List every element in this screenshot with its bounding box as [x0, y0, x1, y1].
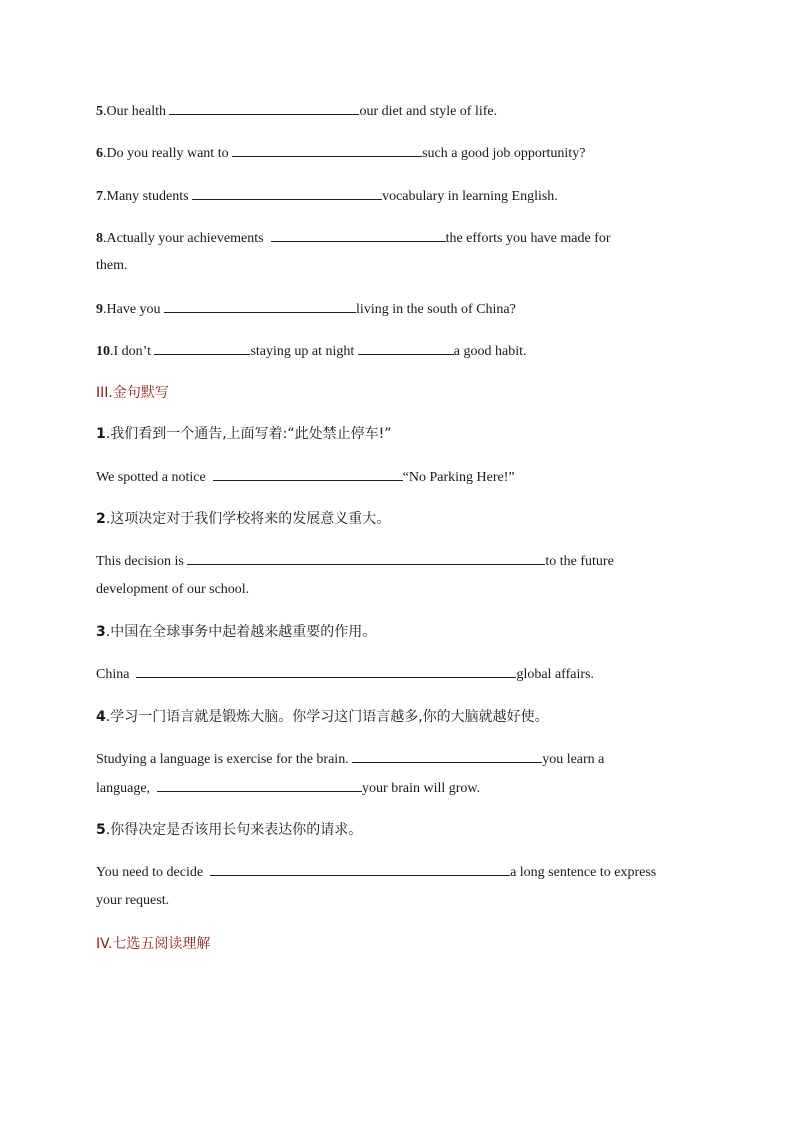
answer-blank[interactable]: [164, 300, 356, 313]
answer-blank[interactable]: [352, 750, 542, 763]
sentence-4-continuation: language, your brain will grow.: [96, 781, 481, 796]
fill-item-8: 8.Actually your achievements the efforts you have made for: [96, 231, 611, 246]
section-heading-iv: IV.七选五阅读理解: [96, 936, 211, 952]
answer-blank[interactable]: [169, 102, 359, 115]
answer-blank[interactable]: [136, 665, 516, 678]
fill-item-8-continuation: them.: [96, 258, 128, 273]
answer-blank[interactable]: [213, 468, 403, 481]
sentence-2-continuation: development of our school.: [96, 582, 250, 597]
sentence-5-english: You need to decide a long sentence to express: [96, 865, 657, 880]
sentence-5-chinese: 5.你得决定是否该用长句来表达你的请求。: [96, 822, 363, 838]
sentence-1-chinese: 1.我们看到一个通告,上面写着:“此处禁止停车!”: [96, 426, 392, 442]
answer-blank[interactable]: [157, 779, 362, 792]
fill-item-9: 9.Have you living in the south of China?: [96, 302, 516, 317]
answer-blank[interactable]: [232, 144, 422, 157]
answer-blank[interactable]: [271, 229, 446, 242]
fill-item-6: 6.Do you really want to such a good job opportunity?: [96, 146, 586, 161]
sentence-4-chinese: 4.学习一门语言就是锻炼大脑。你学习这门语言越多,你的大脑就越好使。: [96, 709, 549, 725]
sentence-2-chinese: 2.这项决定对于我们学校将来的发展意义重大。: [96, 511, 391, 527]
section-heading-iii: III.金句默写: [96, 385, 169, 401]
answer-blank[interactable]: [154, 342, 250, 355]
fill-item-10: 10.I don’t staying up at night a good habit.: [96, 344, 527, 359]
answer-blank[interactable]: [358, 342, 454, 355]
answer-blank[interactable]: [192, 187, 382, 200]
fill-item-5: 5.Our health our diet and style of life.: [96, 104, 498, 119]
sentence-3-english: China global affairs.: [96, 667, 594, 682]
answer-blank[interactable]: [187, 552, 545, 565]
sentence-3-chinese: 3.中国在全球事务中起着越来越重要的作用。: [96, 624, 377, 640]
sentence-5-continuation: your request.: [96, 893, 170, 908]
sentence-4-english: Studying a language is exercise for the brain. you learn a: [96, 752, 605, 767]
fill-item-7: 7.Many students vocabulary in learning English.: [96, 189, 558, 204]
sentence-1-english: We spotted a notice “No Parking Here!”: [96, 470, 515, 485]
answer-blank[interactable]: [210, 863, 510, 876]
sentence-2-english: This decision is to the future: [96, 554, 614, 569]
